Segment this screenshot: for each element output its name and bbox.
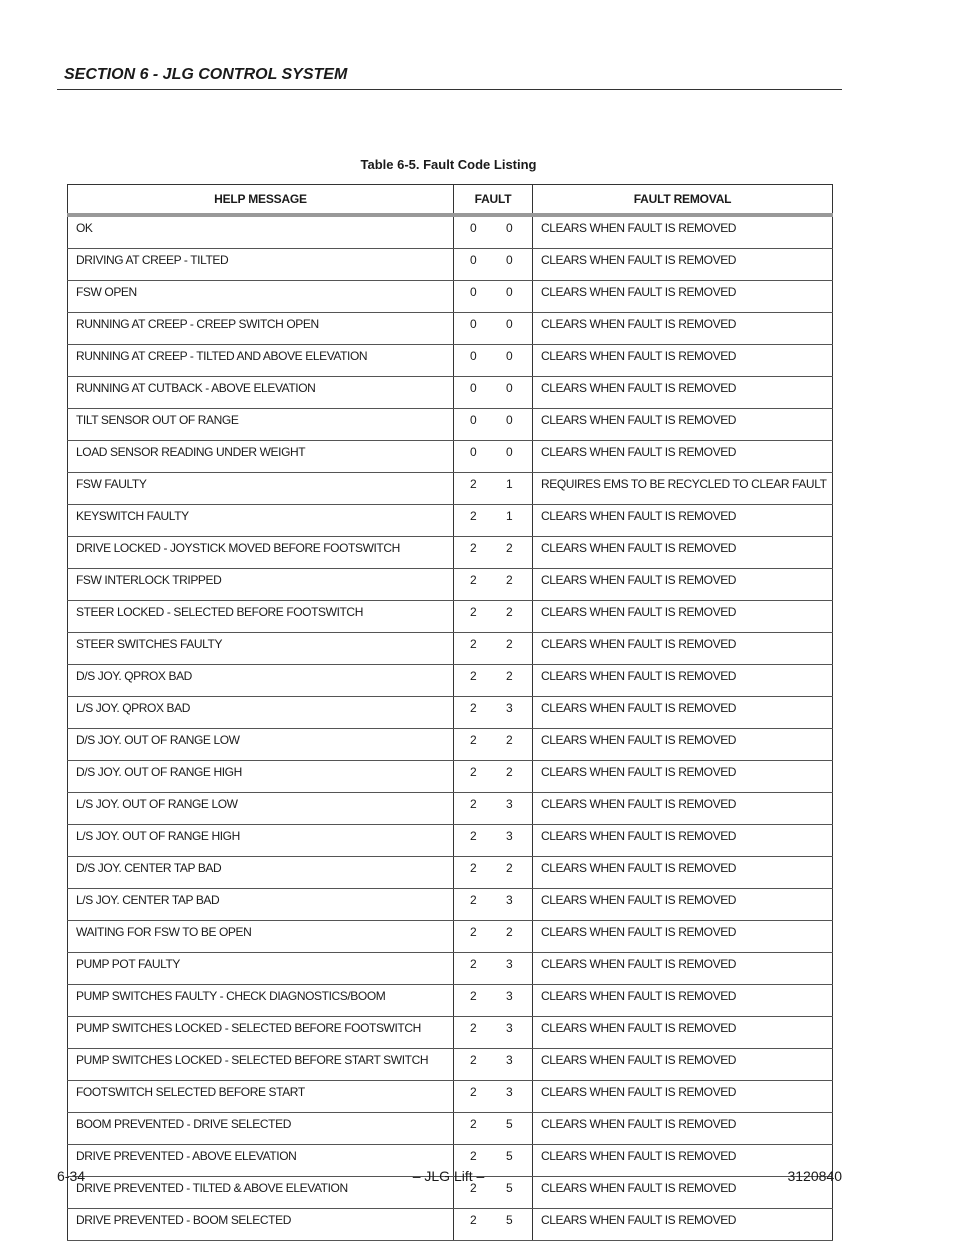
- fault-code-first-digit: 0: [470, 253, 477, 267]
- fault-code-first-digit: 2: [470, 861, 477, 875]
- help-message-cell: STEER LOCKED - SELECTED BEFORE FOOTSWITCH: [68, 601, 454, 633]
- fault-code-cell: [454, 889, 533, 921]
- table-row: [68, 281, 833, 313]
- page-number: 6-34: [57, 1168, 86, 1184]
- help-message-cell: BOOM PREVENTED - DRIVE SELECTED: [68, 1113, 454, 1145]
- fault-removal-cell: CLEARS WHEN FAULT IS REMOVED: [533, 1017, 833, 1049]
- fault-code-cell: [454, 377, 533, 409]
- fault-code-first-digit: 2: [470, 637, 477, 651]
- fault-removal-cell: REQUIRES EMS TO BE RECYCLED TO CLEAR FAULT: [533, 473, 833, 505]
- fault-code-first-digit: 2: [470, 541, 477, 555]
- fault-code-first-digit: 0: [470, 349, 477, 363]
- fault-code-second-digit: 3: [506, 893, 513, 907]
- fault-removal-cell: CLEARS WHEN FAULT IS REMOVED: [533, 985, 833, 1017]
- fault-code-first-digit: 2: [470, 989, 477, 1003]
- table-row: [68, 345, 833, 377]
- table-row: [68, 921, 833, 953]
- fault-removal-cell: CLEARS WHEN FAULT IS REMOVED: [533, 889, 833, 921]
- fault-code-second-digit: 2: [506, 669, 513, 683]
- fault-removal-cell: CLEARS WHEN FAULT IS REMOVED: [533, 1209, 833, 1241]
- fault-code-first-digit: 2: [470, 477, 477, 491]
- fault-code-second-digit: 1: [506, 477, 513, 491]
- fault-code-cell: [454, 985, 533, 1017]
- help-message-cell: KEYSWITCH FAULTY: [68, 505, 454, 537]
- fault-code-second-digit: 3: [506, 829, 513, 843]
- fault-code-first-digit: 2: [470, 509, 477, 523]
- fault-removal-cell: CLEARS WHEN FAULT IS REMOVED: [533, 1113, 833, 1145]
- table-row: [68, 1081, 833, 1113]
- fault-code-cell: [454, 537, 533, 569]
- table-row: [68, 377, 833, 409]
- fault-code-first-digit: 2: [470, 1053, 477, 1067]
- fault-code-first-digit: 0: [470, 285, 477, 299]
- help-message-cell: D/S JOY. QPROX BAD: [68, 665, 454, 697]
- fault-code-cell: [454, 761, 533, 793]
- fault-code-second-digit: 2: [506, 605, 513, 619]
- fault-code-cell: [454, 473, 533, 505]
- fault-code-second-digit: 2: [506, 637, 513, 651]
- fault-code-first-digit: 0: [470, 445, 477, 459]
- table-row: [68, 537, 833, 569]
- fault-code-cell: [454, 601, 533, 633]
- fault-removal-cell: CLEARS WHEN FAULT IS REMOVED: [533, 505, 833, 537]
- fault-code-cell: [454, 1017, 533, 1049]
- fault-removal-cell: CLEARS WHEN FAULT IS REMOVED: [533, 1081, 833, 1113]
- column-header-fault: FAULT: [454, 185, 533, 216]
- fault-code-second-digit: 5: [506, 1117, 513, 1131]
- help-message-cell: PUMP SWITCHES LOCKED - SELECTED BEFORE FOOTSWITCH: [68, 1017, 454, 1049]
- header-divider: [57, 89, 842, 90]
- fault-code-second-digit: 3: [506, 797, 513, 811]
- fault-code-second-digit: 0: [506, 221, 513, 235]
- fault-code-second-digit: 1: [506, 509, 513, 523]
- fault-code-first-digit: 2: [470, 893, 477, 907]
- fault-code-cell: [454, 665, 533, 697]
- fault-code-first-digit: 2: [470, 1117, 477, 1131]
- fault-removal-cell: CLEARS WHEN FAULT IS REMOVED: [533, 313, 833, 345]
- table-row: [68, 601, 833, 633]
- table-row: [68, 633, 833, 665]
- table-row: [68, 409, 833, 441]
- fault-code-second-digit: 2: [506, 925, 513, 939]
- fault-code-cell: [454, 633, 533, 665]
- fault-removal-cell: CLEARS WHEN FAULT IS REMOVED: [533, 281, 833, 313]
- fault-code-cell: [454, 345, 533, 377]
- help-message-cell: FOOTSWITCH SELECTED BEFORE START: [68, 1081, 454, 1113]
- fault-code-second-digit: 0: [506, 349, 513, 363]
- fault-code-first-digit: 2: [470, 669, 477, 683]
- help-message-cell: PUMP POT FAULTY: [68, 953, 454, 985]
- fault-code-cell: [454, 281, 533, 313]
- fault-code-cell: [454, 1049, 533, 1081]
- fault-code-second-digit: 5: [506, 1149, 513, 1163]
- fault-removal-cell: CLEARS WHEN FAULT IS REMOVED: [533, 377, 833, 409]
- fault-code-first-digit: 2: [470, 605, 477, 619]
- fault-code-cell: [454, 697, 533, 729]
- fault-removal-cell: CLEARS WHEN FAULT IS REMOVED: [533, 633, 833, 665]
- fault-code-first-digit: 0: [470, 381, 477, 395]
- table-row: [68, 665, 833, 697]
- fault-code-second-digit: 2: [506, 541, 513, 555]
- fault-code-first-digit: 2: [470, 1085, 477, 1099]
- help-message-cell: TILT SENSOR OUT OF RANGE: [68, 409, 454, 441]
- fault-code-second-digit: 3: [506, 957, 513, 971]
- fault-code-first-digit: 2: [470, 957, 477, 971]
- help-message-cell: PUMP SWITCHES LOCKED - SELECTED BEFORE START SWITCH: [68, 1049, 454, 1081]
- fault-code-first-digit: 2: [470, 1021, 477, 1035]
- fault-code-second-digit: 0: [506, 253, 513, 267]
- table-row: [68, 1017, 833, 1049]
- help-message-cell: D/S JOY. OUT OF RANGE LOW: [68, 729, 454, 761]
- fault-removal-cell: CLEARS WHEN FAULT IS REMOVED: [533, 921, 833, 953]
- fault-removal-cell: CLEARS WHEN FAULT IS REMOVED: [533, 249, 833, 281]
- fault-code-first-digit: 2: [470, 733, 477, 747]
- fault-code-first-digit: 2: [470, 1181, 477, 1195]
- help-message-cell: D/S JOY. CENTER TAP BAD: [68, 857, 454, 889]
- table-header-row: [68, 185, 833, 216]
- fault-code-cell: [454, 953, 533, 985]
- fault-code-cell: [454, 215, 533, 249]
- fault-code-cell: [454, 1081, 533, 1113]
- fault-code-first-digit: 2: [470, 701, 477, 715]
- section-title: SECTION 6 - JLG CONTROL SYSTEM: [64, 66, 348, 83]
- fault-code-first-digit: 2: [470, 829, 477, 843]
- fault-code-second-digit: 0: [506, 445, 513, 459]
- fault-code-first-digit: 2: [470, 797, 477, 811]
- help-message-cell: L/S JOY. QPROX BAD: [68, 697, 454, 729]
- fault-code-second-digit: 3: [506, 701, 513, 715]
- help-message-cell: DRIVING AT CREEP - TILTED: [68, 249, 454, 281]
- table-row: [68, 793, 833, 825]
- fault-removal-cell: CLEARS WHEN FAULT IS REMOVED: [533, 215, 833, 249]
- fault-code-second-digit: 3: [506, 989, 513, 1003]
- fault-code-second-digit: 2: [506, 861, 513, 875]
- fault-code-second-digit: 3: [506, 1053, 513, 1067]
- fault-code-first-digit: 2: [470, 573, 477, 587]
- help-message-cell: OK: [68, 215, 454, 249]
- table-row: [68, 857, 833, 889]
- fault-code-second-digit: 0: [506, 381, 513, 395]
- fault-removal-cell: CLEARS WHEN FAULT IS REMOVED: [533, 1145, 833, 1177]
- help-message-cell: L/S JOY. CENTER TAP BAD: [68, 889, 454, 921]
- column-header-fault-removal: FAULT REMOVAL: [533, 185, 833, 216]
- fault-removal-cell: CLEARS WHEN FAULT IS REMOVED: [533, 665, 833, 697]
- fault-code-second-digit: 0: [506, 317, 513, 331]
- fault-removal-cell: CLEARS WHEN FAULT IS REMOVED: [533, 761, 833, 793]
- fault-code-cell: [454, 729, 533, 761]
- table-row: [68, 761, 833, 793]
- table-row: [68, 1113, 833, 1145]
- fault-code-cell: [454, 313, 533, 345]
- document-number: 3120840: [787, 1168, 842, 1184]
- help-message-cell: WAITING FOR FSW TO BE OPEN: [68, 921, 454, 953]
- table-row: [68, 697, 833, 729]
- fault-code-cell: [454, 505, 533, 537]
- fault-code-cell: [454, 1209, 533, 1241]
- help-message-cell: RUNNING AT CREEP - CREEP SWITCH OPEN: [68, 313, 454, 345]
- table-row: [68, 215, 833, 249]
- fault-removal-cell: CLEARS WHEN FAULT IS REMOVED: [533, 1049, 833, 1081]
- fault-code-cell: [454, 921, 533, 953]
- table-row: [68, 313, 833, 345]
- help-message-cell: FSW OPEN: [68, 281, 454, 313]
- help-message-cell: LOAD SENSOR READING UNDER WEIGHT: [68, 441, 454, 473]
- fault-code-first-digit: 2: [470, 925, 477, 939]
- fault-code-first-digit: 2: [470, 765, 477, 779]
- fault-code-cell: [454, 1113, 533, 1145]
- footer-center-text: – JLG Lift –: [412, 1168, 485, 1184]
- fault-removal-cell: CLEARS WHEN FAULT IS REMOVED: [533, 793, 833, 825]
- table-row: [68, 1049, 833, 1081]
- table-row: [68, 569, 833, 601]
- help-message-cell: FSW INTERLOCK TRIPPED: [68, 569, 454, 601]
- fault-removal-cell: CLEARS WHEN FAULT IS REMOVED: [533, 601, 833, 633]
- fault-code-second-digit: 3: [506, 1021, 513, 1035]
- help-message-cell: RUNNING AT CREEP - TILTED AND ABOVE ELEVATION: [68, 345, 454, 377]
- fault-code-second-digit: 0: [506, 285, 513, 299]
- help-message-cell: D/S JOY. OUT OF RANGE HIGH: [68, 761, 454, 793]
- table-row: [68, 441, 833, 473]
- table-row: [68, 953, 833, 985]
- column-header-help-message: HELP MESSAGE: [68, 185, 454, 216]
- table-body: [68, 215, 833, 1241]
- table-row: [68, 1209, 833, 1241]
- table-row: [68, 825, 833, 857]
- fault-code-second-digit: 5: [506, 1181, 513, 1195]
- fault-code-second-digit: 2: [506, 765, 513, 779]
- fault-code-second-digit: 0: [506, 413, 513, 427]
- fault-code-first-digit: 0: [470, 413, 477, 427]
- help-message-cell: PUMP SWITCHES FAULTY - CHECK DIAGNOSTICS/BOOM: [68, 985, 454, 1017]
- fault-code-cell: [454, 793, 533, 825]
- fault-removal-cell: CLEARS WHEN FAULT IS REMOVED: [533, 825, 833, 857]
- fault-removal-cell: CLEARS WHEN FAULT IS REMOVED: [533, 857, 833, 889]
- help-message-cell: DRIVE PREVENTED - BOOM SELECTED: [68, 1209, 454, 1241]
- fault-removal-cell: CLEARS WHEN FAULT IS REMOVED: [533, 569, 833, 601]
- fault-code-second-digit: 2: [506, 733, 513, 747]
- help-message-cell: STEER SWITCHES FAULTY: [68, 633, 454, 665]
- fault-code-cell: [454, 569, 533, 601]
- table-title: Table 6-5. Fault Code Listing: [360, 157, 537, 172]
- help-message-cell: RUNNING AT CUTBACK - ABOVE ELEVATION: [68, 377, 454, 409]
- help-message-cell: DRIVE PREVENTED - ABOVE ELEVATION: [68, 1145, 454, 1177]
- fault-code-cell: [454, 441, 533, 473]
- fault-code-cell: [454, 409, 533, 441]
- fault-code-table: [67, 184, 833, 1241]
- help-message-cell: L/S JOY. OUT OF RANGE LOW: [68, 793, 454, 825]
- fault-removal-cell: CLEARS WHEN FAULT IS REMOVED: [533, 537, 833, 569]
- table-row: [68, 505, 833, 537]
- fault-code-first-digit: 0: [470, 221, 477, 235]
- fault-code-second-digit: 3: [506, 1085, 513, 1099]
- table-row: [68, 729, 833, 761]
- fault-removal-cell: CLEARS WHEN FAULT IS REMOVED: [533, 697, 833, 729]
- table-row: [68, 985, 833, 1017]
- fault-code-first-digit: 0: [470, 317, 477, 331]
- fault-code-cell: [454, 825, 533, 857]
- help-message-cell: DRIVE LOCKED - JOYSTICK MOVED BEFORE FOOTSWITCH: [68, 537, 454, 569]
- fault-code-second-digit: 2: [506, 573, 513, 587]
- help-message-cell: L/S JOY. OUT OF RANGE HIGH: [68, 825, 454, 857]
- fault-code-first-digit: 2: [470, 1149, 477, 1163]
- help-message-cell: FSW FAULTY: [68, 473, 454, 505]
- fault-removal-cell: CLEARS WHEN FAULT IS REMOVED: [533, 409, 833, 441]
- fault-code-second-digit: 5: [506, 1213, 513, 1227]
- help-message-cell: DRIVE PREVENTED - TILTED & ABOVE ELEVATION: [68, 1177, 454, 1209]
- fault-code-cell: [454, 857, 533, 889]
- table-row: [68, 473, 833, 505]
- fault-removal-cell: CLEARS WHEN FAULT IS REMOVED: [533, 729, 833, 761]
- fault-code-first-digit: 2: [470, 1213, 477, 1227]
- fault-removal-cell: CLEARS WHEN FAULT IS REMOVED: [533, 1177, 833, 1209]
- fault-removal-cell: CLEARS WHEN FAULT IS REMOVED: [533, 345, 833, 377]
- table-row: [68, 249, 833, 281]
- fault-code-cell: [454, 249, 533, 281]
- fault-removal-cell: CLEARS WHEN FAULT IS REMOVED: [533, 441, 833, 473]
- table-row: [68, 889, 833, 921]
- fault-removal-cell: CLEARS WHEN FAULT IS REMOVED: [533, 953, 833, 985]
